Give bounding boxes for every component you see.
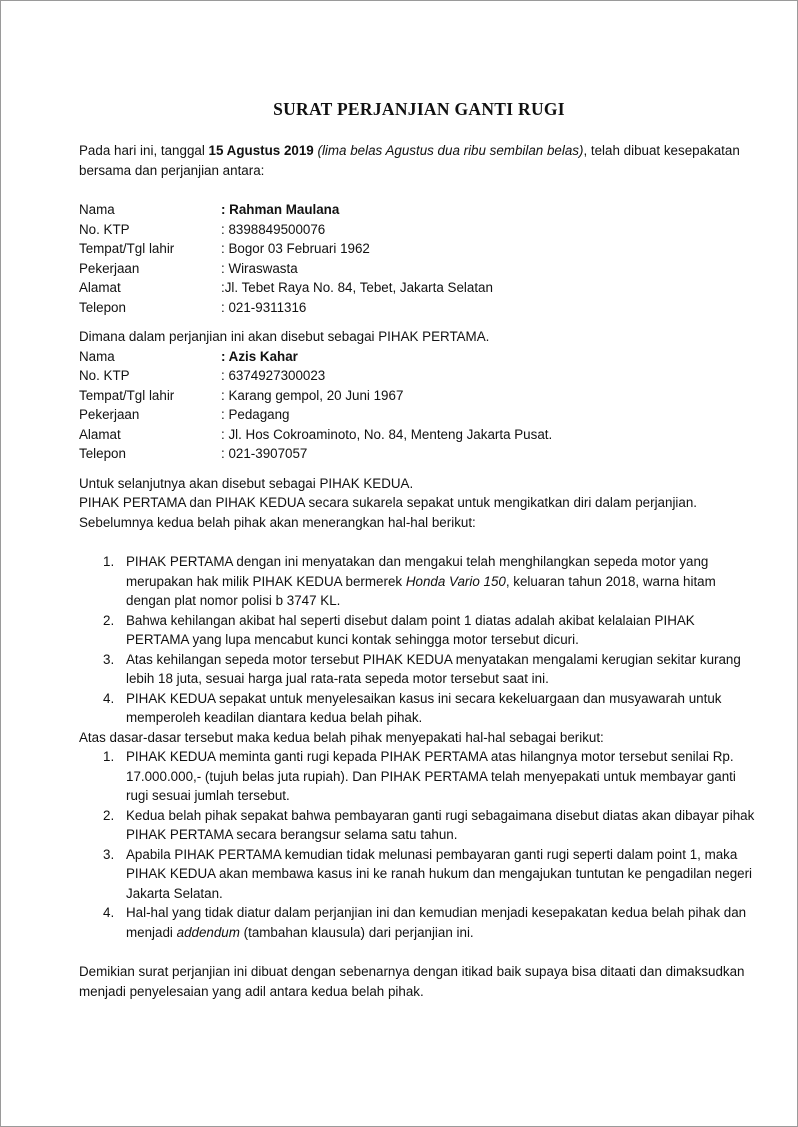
- list-text: PIHAK KEDUA sepakat untuk menyelesaikan kasus ini secara kekeluargaan dan musyawarah untuk memperoleh keadilan diantara kedua belah pihak.: [126, 690, 722, 725]
- list-number: 2.: [103, 612, 115, 628]
- list-number: 3.: [103, 651, 115, 667]
- party2-label: Tempat/Tgl lahir: [79, 387, 175, 403]
- party1-value: : 021-9311316: [221, 299, 307, 315]
- party1-row: [79, 200, 759, 220]
- intro-date-words: (lima belas Agustus dua ribu sembilan belas): [317, 143, 584, 158]
- document-title: SURAT PERJANJIAN GANTI RUGI: [273, 99, 565, 119]
- party1-label: Nama: [79, 202, 115, 217]
- party1-label: Tempat/Tgl lahir: [79, 241, 175, 256]
- list-text: Apabila PIHAK PERTAMA kemudian tidak melunasi pembayaran ganti rugi seperti dalam point 1, maka PIHAK KEDUA akan membawa kasus ini ke ranah hukum dan mengajukan tuntutan ke pengadilan negeri Jakarta Selatan.: [126, 846, 753, 901]
- list-text: (tambahan klausula) dari perjanjian ini.: [239, 924, 474, 940]
- list-item: [79, 806, 762, 845]
- party1-value: : Bogor 03 Februari 1962: [221, 241, 370, 256]
- party2-label: Alamat: [79, 426, 121, 442]
- party2-row: [79, 386, 759, 406]
- party2-label: Telepon: [79, 446, 126, 461]
- party2-row: [79, 444, 759, 464]
- list-text-emphasis: Honda Vario 150: [405, 573, 506, 589]
- list-number: 1.: [103, 749, 115, 764]
- document-page: [79, 99, 762, 1001]
- list-text: Bahwa kehilangan akibat hal seperti disebut dalam point 1 diatas adalah akibat kelalaian PIHAK PERTAMA yang lupa mencabut kunci kontak sehingga motor tersebut dicuri.: [126, 612, 695, 647]
- intro-paragraph: [79, 141, 759, 180]
- intro-pre: Pada hari ini, tanggal: [79, 143, 209, 158]
- party1-label: Pekerjaan: [79, 260, 140, 276]
- agreement-intro: PIHAK PERTAMA dan PIHAK KEDUA secara sukarela sepakat untuk mengikatkan diri dalam perjanjian. Sebelumnya kedua belah pihak akan menerangkan hal-hal berikut:: [79, 495, 698, 530]
- list-number: 2.: [103, 807, 115, 823]
- party2-label: Nama: [79, 348, 115, 364]
- list-item: [79, 845, 759, 904]
- party2-label: Pekerjaan: [79, 407, 140, 422]
- party2-value: : Karang gempol, 20 Juni 1967: [221, 387, 404, 403]
- list-item: [79, 552, 759, 611]
- list-item: [79, 903, 759, 942]
- spacer: [79, 317, 759, 327]
- party2-label: No. KTP: [79, 368, 130, 383]
- party1-value: : Wiraswasta: [221, 260, 298, 276]
- statement-list: [79, 552, 759, 728]
- party1-value: :Jl. Tebet Raya No. 84, Tebet, Jakarta Selatan: [221, 280, 493, 295]
- party2-name: : Azis Kahar: [221, 348, 298, 364]
- party2-row: [79, 347, 759, 367]
- party2-value: : 021-3907057: [221, 446, 308, 461]
- list-number: 4.: [103, 905, 115, 920]
- party1-row: [79, 278, 759, 298]
- party2-value: : 6374927300023: [221, 368, 326, 383]
- agreement-list-intro: Atas dasar-dasar tersebut maka kedua belah pihak menyepakati hal-hal sebagai berikut:: [79, 729, 604, 745]
- list-item: [79, 689, 759, 728]
- list-number: 3.: [103, 846, 115, 862]
- party1-name: : Rahman Maulana: [221, 202, 340, 217]
- intro-date: 15 Agustus 2019: [208, 143, 314, 158]
- list-text-emphasis: addendum: [176, 924, 240, 940]
- party1-value: : 8398849500076: [221, 221, 326, 237]
- list-text: Hal-hal yang tidak diatur dalam perjanjian ini dan kemudian menjadi kesepakatan kedua belah pihak dan menjadi: [126, 905, 747, 940]
- intro-post: , telah dibuat kesepakatan bersama dan perjanjian antara:: [79, 143, 740, 178]
- spacer: [79, 532, 759, 552]
- party1-details: [79, 200, 759, 317]
- party1-label: No. KTP: [79, 221, 130, 237]
- party2-details: [79, 347, 759, 464]
- list-item: [79, 747, 759, 806]
- party1-label: Telepon: [79, 299, 126, 315]
- party1-note: Dimana dalam perjanjian ini akan disebut sebagai PIHAK PERTAMA.: [79, 329, 490, 344]
- party2-row: [79, 425, 759, 445]
- list-item: [79, 650, 759, 689]
- agreement-list: [79, 747, 762, 942]
- party1-row: [79, 259, 759, 279]
- party2-value: : Pedagang: [221, 407, 290, 422]
- spacer: [79, 464, 759, 474]
- list-text: Kedua belah pihak sepakat bahwa pembayaran ganti rugi sebagaimana disebut diatas akan dibayar pihak PIHAK PERTAMA secara berangsur selama satu tahun.: [126, 807, 762, 842]
- list-item: [79, 611, 759, 650]
- spacer: [79, 942, 759, 962]
- list-text: PIHAK PERTAMA dengan ini menyatakan dan mengakui telah menghilangkan sepeda motor yang merupakan hak milik PIHAK KEDUA bermerek: [126, 554, 709, 589]
- party2-value: : Jl. Hos Cokroaminoto, No. 84, Menteng Jakarta Pusat.: [221, 426, 553, 442]
- list-text: , keluaran tahun 2018, warna hitam dengan plat nomor polisi b 3747 KL.: [126, 573, 716, 608]
- list-text: Atas kehilangan sepeda motor tersebut PIHAK KEDUA menyatakan mengalami kerugian sekitar kurang lebih 18 juta, sesuai harga jual rata-rata sepeda motor tersebut saat ini.: [126, 651, 741, 686]
- party2-row: [79, 405, 759, 425]
- party2-note: Untuk selanjutnya akan disebut sebagai PIHAK KEDUA.: [79, 475, 414, 491]
- party1-row: [79, 298, 759, 318]
- party1-row: [79, 220, 759, 240]
- party2-row: [79, 366, 759, 386]
- closing-paragraph: Demikian surat perjanjian ini dibuat dengan sebenarnya dengan itikad baik supaya bisa ditaati dan dimaksudkan menjadi penyelesaian yang adil antara kedua belah pihak.: [79, 964, 745, 999]
- list-text: PIHAK KEDUA meminta ganti rugi kepada PIHAK PERTAMA atas hilangnya motor tersebut senilai Rp. 17.000.000,- (tujuh belas juta rupiah). Dan PIHAK PERTAMA telah menyepakati untuk membayar ganti rugi sesuai jumlah tersebut.: [126, 749, 736, 803]
- list-number: 4.: [103, 690, 115, 706]
- party1-label: Alamat: [79, 280, 121, 295]
- list-number: 1.: [103, 554, 115, 569]
- party1-row: [79, 239, 759, 259]
